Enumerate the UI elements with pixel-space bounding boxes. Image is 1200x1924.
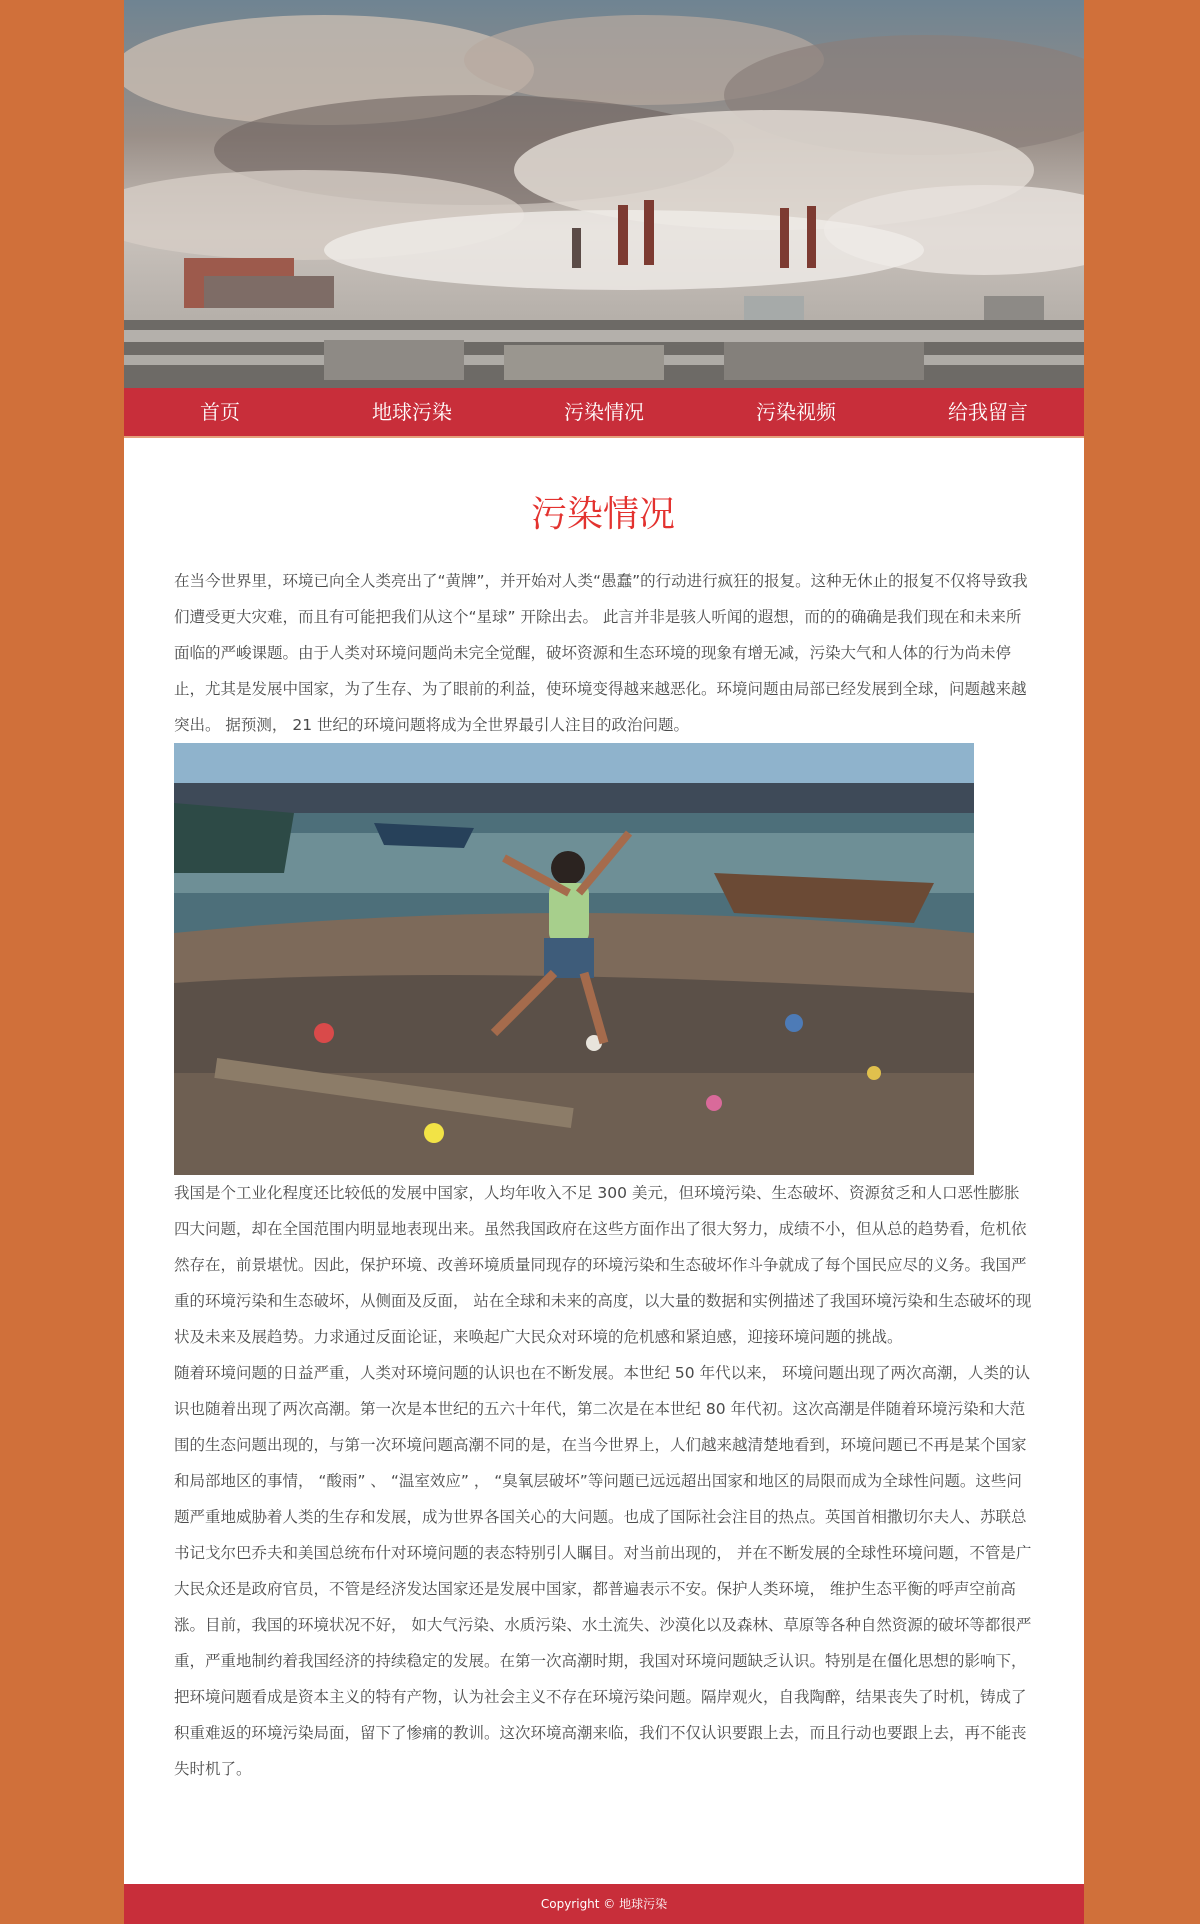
footer-copyright: Copyright © 地球污染 <box>124 1884 1084 1924</box>
article-paragraph: 在当今世界里，环境已向全人类亮出了“黄牌”，并开始对人类“愚蠢”的行动进行疯狂的报复。这种无休止的报复不仅将导致我们遭受更大灾难，而且有可能把我们从这个“星球” 开除出去。 此言并非是骇人听闻的遐想，而的的确确是我们现在和未来所面临的严峻课题。由于人类对环境问题尚未完全觉醒，破坏资源和生态环境的现象有增无减，污染大气和人体的行为尚未停止，尤其是发展中国家，为了生存、为了眼前的利益，使环境变得越来越恶化。环境问题由局部已经发展到全球，问题越来越突出。 据预测， 21 世纪的环境问题将成为全世界最引人注目的政治问题。 <box>174 572 1028 734</box>
nav-item-pollution-status[interactable]: 污染情况 <box>564 400 644 424</box>
page-title: 污染情况 <box>530 494 675 535</box>
main-nav <box>124 388 1084 438</box>
page-wrapper <box>124 0 1084 1924</box>
article-paragraph: 我国是个工业化程度还比较低的发展中国家，人均年收入不足 300 美元，但环境污染、生态破坏、资源贫乏和人口恶性膨胀四大问题，却在全国范围内明显地表现出来。虽然我国政府在这些方面作出了很大努力，成绩不小，但从总的趋势看，危机依然存在，前景堪忧。因此，保护环境、改善环境质量同现存的环境污染和生态破坏作斗争就成了每个国民应尽的义务。我国严重的环境污染和生态破坏，从侧面及反面， 站在全球和未来的高度，以大量的数据和实例描述了我国环境污染和生态破坏的现状及未来及展趋势。力求通过反面论证，来唤起广大民众对环境的危机感和紧迫感，迎接环境问题的挑战。 <box>174 1184 1032 1346</box>
header-banner-image <box>124 0 1084 388</box>
main-content <box>174 438 1032 1787</box>
factory-smoke-photo <box>124 0 1084 388</box>
nav-item-pollution-video[interactable]: 污染视频 <box>756 400 836 424</box>
polluted-shore-photo <box>174 743 974 1175</box>
nav-item-leave-message[interactable]: 给我留言 <box>948 400 1028 424</box>
nav-item-home[interactable]: 首页 <box>200 400 240 424</box>
nav-item-earth-pollution[interactable]: 地球污染 <box>372 400 452 424</box>
article-paragraph: 随着环境问题的日益严重，人类对环境问题的认识也在不断发展。本世纪 50 年代以来， 环境问题出现了两次高潮，人类的认识也随着出现了两次高潮。第一次是本世纪的五六十年代，第二次是在本世纪 80 年代初。这次高潮是伴随着环境污染和大范围的生态问题出现的，与第一次环境问题高潮不同的是，在当今世界上，人们越来越清楚地看到，环境问题已不再是某个国家和局部地区的事情， “酸雨” 、 “温室效应” ， “臭氧层破坏”等问题已远远超出国家和地区的局限而成为全球性问题。这些问题严重地威胁着人类的生存和发展，成为世界各国关心的大问题。也成了国际社会注目的热点。英国首相撒切尔夫人、苏联总书记戈尔巴乔夫和美国总统布什对环境问题的表态特别引人瞩目。对当前出现的， 并在不断发展的全球性环境问题，不管是广大民众还是政府官员，不管是经济发达国家还是发展中国家，都普遍表示不安。保护人类环境， 维护生态平衡的呼声空前高涨。目前，我国的环境状况不好， 如大气污染、水质污染、水土流失、沙漠化以及森林、草原等各种自然资源的破坏等都很严重，严重地制约着我国经济的持续稳定的发展。在第一次高潮时期，我国对环境问题缺乏认识。特别是在僵化思想的影响下，把环境问题看成是资本主义的特有产物，认为社会主义不存在环境污染问题。隔岸观火，自我陶醉，结果丧失了时机，铸成了积重难返的环境污染局面，留下了惨痛的教训。这次环境高潮来临，我们不仅认识要跟上去，而且行动也要跟上去，再不能丧失时机了。 <box>174 1364 1032 1778</box>
